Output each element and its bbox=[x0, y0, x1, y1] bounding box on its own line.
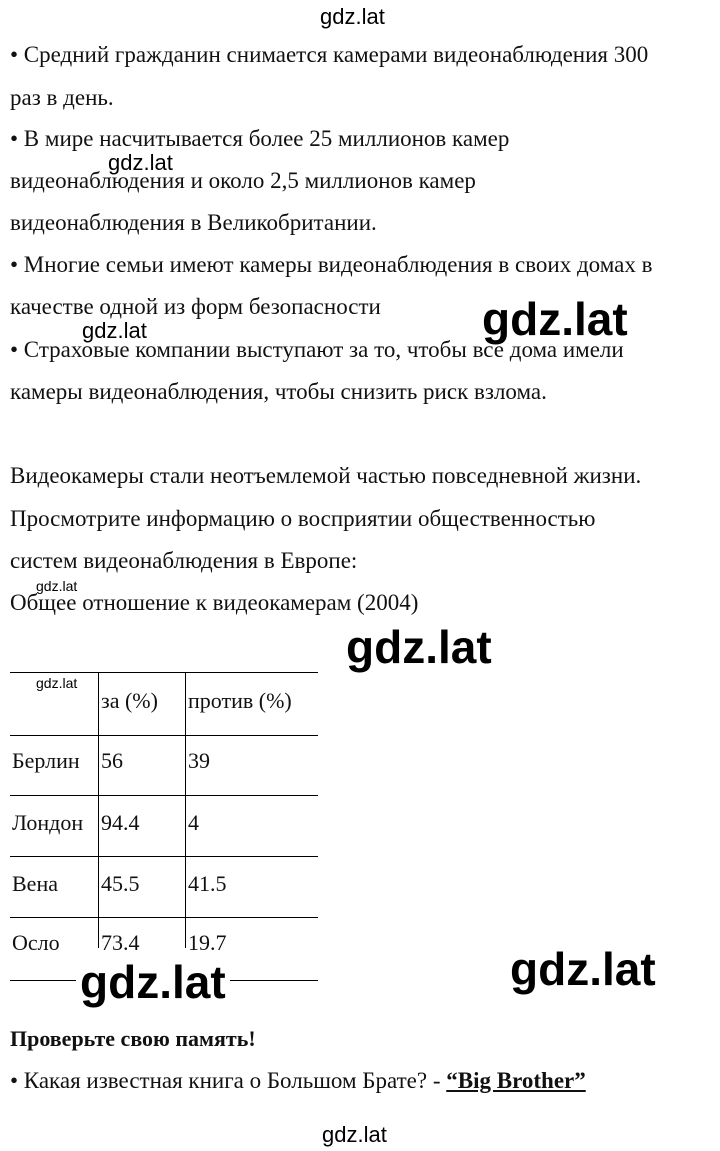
fact-line: • В мире насчитывается более 25 миллионов камер bbox=[10, 126, 510, 151]
table-rule bbox=[10, 795, 318, 796]
against-cell: 19.7 bbox=[188, 930, 227, 955]
table-divider bbox=[98, 672, 99, 948]
memory-answer: “Big Brother” bbox=[446, 1068, 586, 1093]
city-cell: Берлин bbox=[12, 748, 80, 773]
watermark: gdz.lat bbox=[108, 150, 173, 175]
against-cell: 39 bbox=[188, 748, 210, 773]
fact-line: камеры видеонаблюдения, чтобы снизить риск взлома. bbox=[10, 379, 547, 404]
fact-line: • Многие семьи имеют камеры видеонаблюдения в своих домах в bbox=[10, 252, 653, 277]
against-cell: 4 bbox=[188, 810, 199, 835]
memory-heading: Проверьте свою память! bbox=[10, 1026, 256, 1051]
memory-question: • Какая известная книга о Большом Брате? - bbox=[10, 1068, 447, 1093]
for-cell: 56 bbox=[101, 748, 123, 773]
watermark-bottom: gdz.lat bbox=[322, 1122, 387, 1147]
for-cell: 45.5 bbox=[101, 871, 140, 896]
watermark: gdz.lat bbox=[36, 578, 78, 594]
watermark-large: gdz.lat bbox=[346, 621, 492, 673]
fact-line: качестве одной из форм безопасности bbox=[10, 294, 381, 319]
header-cell: за (%) bbox=[101, 688, 158, 713]
table-caption: Общее отношение к видеокамерам (2004) bbox=[10, 590, 419, 615]
city-cell: Осло bbox=[12, 930, 60, 955]
table-rule bbox=[10, 672, 318, 673]
fact-line: • Средний гражданин снимается камерами видеонаблюдения 300 bbox=[10, 42, 649, 67]
for-cell: 73.4 bbox=[101, 930, 140, 955]
watermark-top: gdz.lat bbox=[320, 4, 385, 29]
fact-line: • Страховые компании выступают за то, чтобы все дома имели bbox=[10, 337, 624, 362]
table-rule bbox=[10, 856, 318, 857]
header-cell: против (%) bbox=[188, 688, 292, 713]
city-cell: Лондон bbox=[12, 810, 84, 835]
intro-line: Видеокамеры стали неотъемлемой частью повседневной жизни. bbox=[10, 463, 642, 488]
table-rule bbox=[10, 735, 318, 736]
fact-line: раз в день. bbox=[10, 85, 114, 110]
intro-line: систем видеонаблюдения в Европе: bbox=[10, 548, 358, 573]
watermark: gdz.lat bbox=[36, 675, 78, 691]
fact-line: видеонаблюдения и около 2,5 миллионов камер bbox=[10, 168, 476, 193]
against-cell: 41.5 bbox=[188, 871, 227, 896]
watermark-large: gdz.lat bbox=[76, 955, 230, 1009]
fact-line: видеонаблюдения в Великобритании. bbox=[10, 210, 377, 235]
for-cell: 94.4 bbox=[101, 810, 140, 835]
memory-question-line bbox=[10, 1068, 586, 1094]
table-divider bbox=[185, 672, 186, 948]
table-rule bbox=[10, 917, 318, 918]
watermark: gdz.lat bbox=[82, 318, 147, 343]
city-cell: Вена bbox=[12, 871, 58, 896]
intro-line: Просмотрите информацию о восприятии общественностью bbox=[10, 506, 596, 531]
watermark-large: gdz.lat bbox=[482, 293, 628, 345]
watermark-large: gdz.lat bbox=[510, 943, 656, 995]
